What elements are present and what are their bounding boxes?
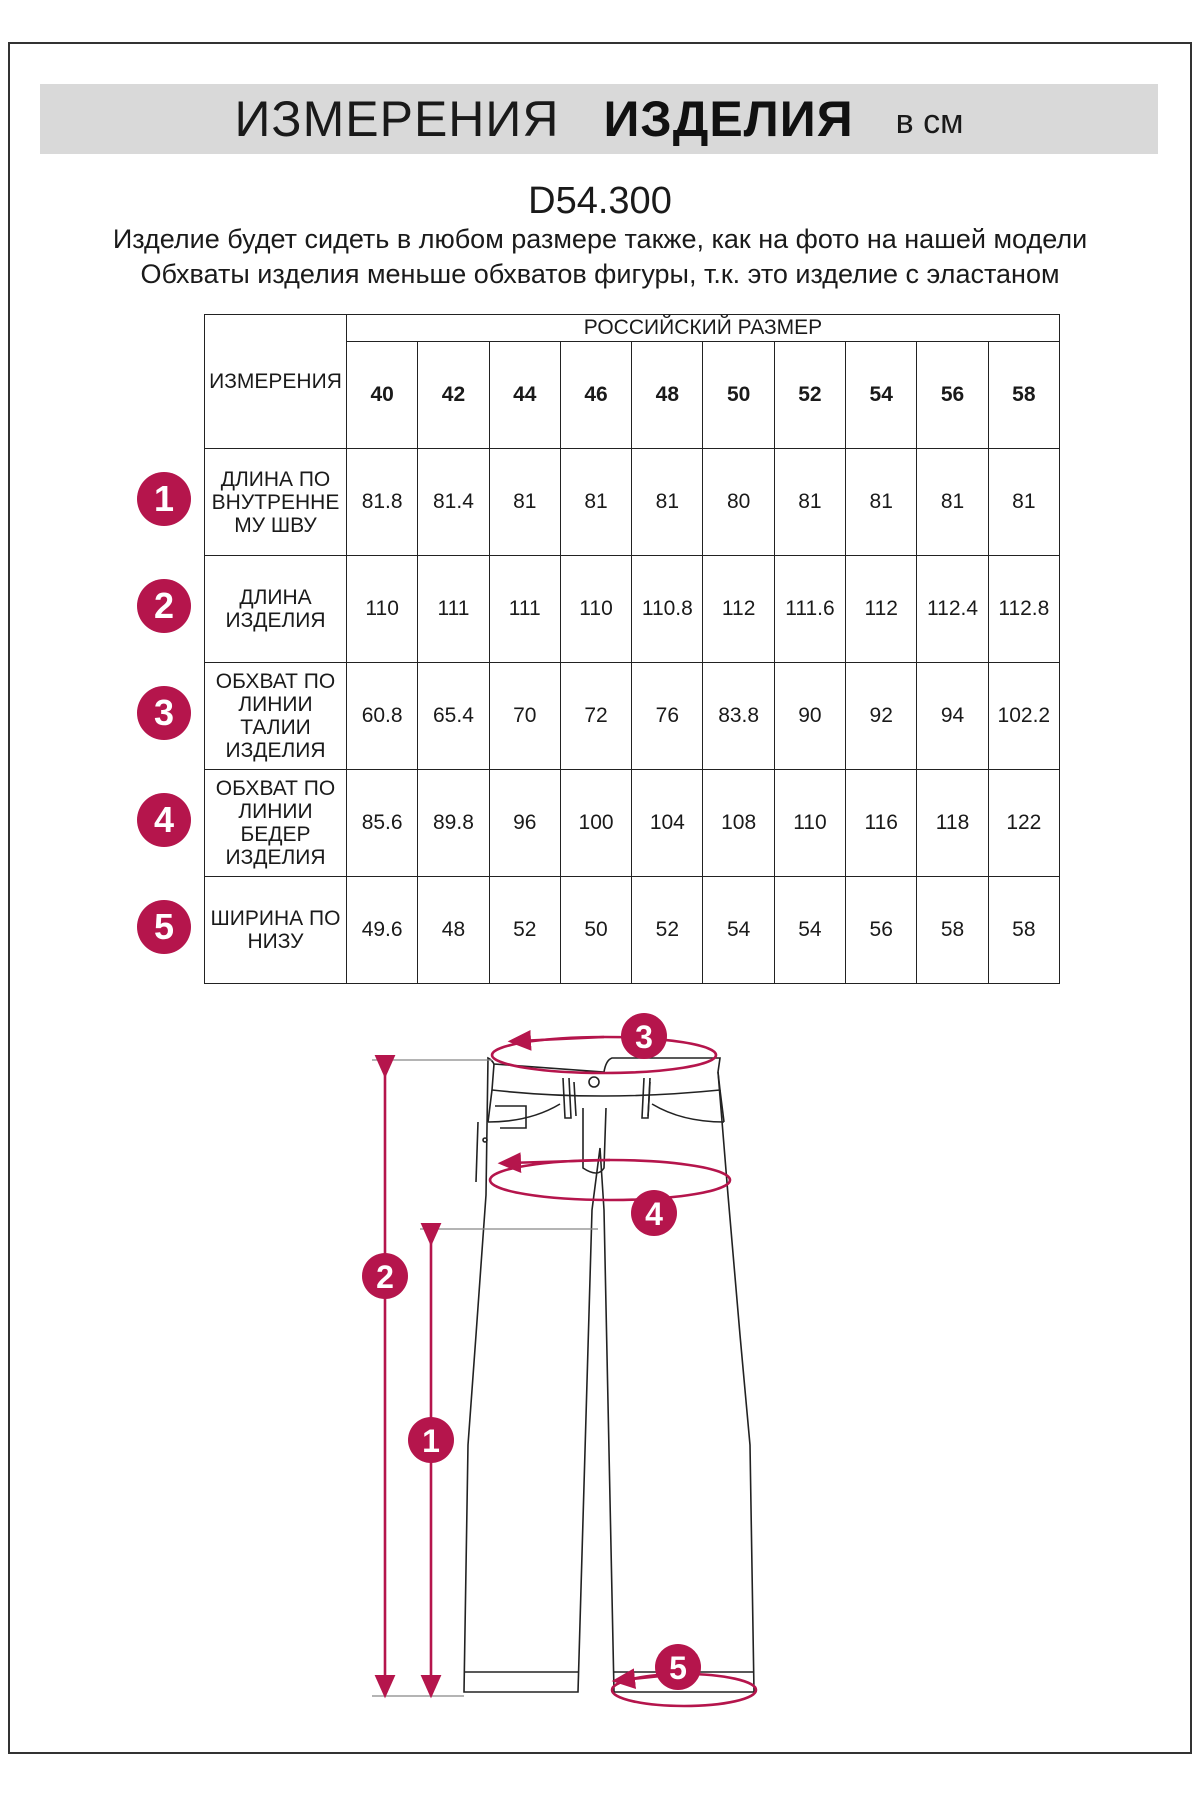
- svg-text:4: 4: [645, 1196, 663, 1232]
- table-cell: 111: [418, 556, 489, 663]
- row-number-badge: 3: [137, 686, 191, 740]
- table-cell: 81: [917, 449, 988, 556]
- table-cell: 52: [489, 877, 560, 984]
- table-cell: 56: [846, 877, 917, 984]
- table-cell: 76: [632, 663, 703, 770]
- table-cell: 81: [560, 449, 631, 556]
- table-cell: 112.8: [988, 556, 1059, 663]
- table-cell: 110: [560, 556, 631, 663]
- table-cell: 60.8: [347, 663, 418, 770]
- table-cell: 81: [988, 449, 1059, 556]
- table-cell: 111.6: [774, 556, 845, 663]
- row-label-waist: ОБХВАТ ПО ЛИНИИ ТАЛИИ ИЗДЕЛИЯ: [205, 663, 347, 770]
- table-cell: 104: [632, 770, 703, 877]
- diagram-marker-5: [655, 1644, 701, 1690]
- size-header: 46: [560, 342, 631, 449]
- elastane-note: Обхваты изделия меньше обхватов фигуры, т.к. это изделие с эластаном: [140, 259, 1060, 289]
- table-cell: 83.8: [703, 663, 774, 770]
- size-group-header: РОССИЙСКИЙ РАЗМЕР: [347, 315, 1060, 342]
- table-cell: 112.4: [917, 556, 988, 663]
- table-cell: 112: [846, 556, 917, 663]
- table-cell: 112: [703, 556, 774, 663]
- svg-text:1: 1: [422, 1423, 440, 1459]
- length-arrows: [385, 1068, 431, 1688]
- table-cell: 48: [418, 877, 489, 984]
- table-cell: 89.8: [418, 770, 489, 877]
- table-cell: 122: [988, 770, 1059, 877]
- table-cell: 81.4: [418, 449, 489, 556]
- table-cell: 110: [347, 556, 418, 663]
- table-cell: 96: [489, 770, 560, 877]
- table-cell: 81: [632, 449, 703, 556]
- table-cell: 102.2: [988, 663, 1059, 770]
- table-cell: 81: [774, 449, 845, 556]
- table-cell: 50: [560, 877, 631, 984]
- title-bold: ИЗДЕЛИЯ: [603, 91, 854, 147]
- diagram-marker-3: [621, 1013, 667, 1059]
- row-number-badge: 4: [137, 793, 191, 847]
- table-cell: 111: [489, 556, 560, 663]
- size-header: 44: [489, 342, 560, 449]
- table-cell: 110.8: [632, 556, 703, 663]
- row-number-badge: 2: [137, 579, 191, 633]
- table-cell: 58: [988, 877, 1059, 984]
- table-cell: 54: [774, 877, 845, 984]
- table-cell: 70: [489, 663, 560, 770]
- svg-text:2: 2: [376, 1259, 394, 1295]
- table-cell: 85.6: [347, 770, 418, 877]
- row-label-hem: ШИРИНА ПО НИЗУ: [205, 877, 347, 984]
- size-header: 56: [917, 342, 988, 449]
- product-code: D54.300: [528, 180, 672, 222]
- size-header: 48: [632, 342, 703, 449]
- table-cell: 116: [846, 770, 917, 877]
- diagram-marker-2: [362, 1253, 408, 1299]
- title-unit: в см: [895, 102, 964, 141]
- table-cell: 81: [846, 449, 917, 556]
- table-cell: 58: [917, 877, 988, 984]
- diagram-marker-1: [408, 1417, 454, 1463]
- table-cell: 100: [560, 770, 631, 877]
- size-header: 54: [846, 342, 917, 449]
- table-cell: 118: [917, 770, 988, 877]
- row-label-inseam: ДЛИНА ПО ВНУТРЕННЕ МУ ШВУ: [205, 449, 347, 556]
- row-number-badge: 1: [137, 472, 191, 526]
- table-cell: 94: [917, 663, 988, 770]
- table-cell: 81: [489, 449, 560, 556]
- diagram-marker-4: [631, 1190, 677, 1236]
- table-cell: 72: [560, 663, 631, 770]
- table-cell: 65.4: [418, 663, 489, 770]
- measurements-header: ИЗМЕРЕНИЯ: [205, 315, 347, 449]
- svg-text:5: 5: [669, 1650, 687, 1686]
- table-cell: 49.6: [347, 877, 418, 984]
- size-header: 52: [774, 342, 845, 449]
- row-label-hip: ОБХВАТ ПО ЛИНИИ БЕДЕР ИЗДЕЛИЯ: [205, 770, 347, 877]
- table-cell: 108: [703, 770, 774, 877]
- row-number-badge: 5: [137, 900, 191, 954]
- size-header: 40: [347, 342, 418, 449]
- guide-lines: [372, 1060, 598, 1696]
- table-cell: 90: [774, 663, 845, 770]
- title-light: ИЗМЕРЕНИЯ: [234, 91, 560, 147]
- row-label-length: ДЛИНА ИЗДЕЛИЯ: [205, 556, 347, 663]
- size-header: 42: [418, 342, 489, 449]
- table-cell: 81.8: [347, 449, 418, 556]
- size-header: 50: [703, 342, 774, 449]
- table-cell: 92: [846, 663, 917, 770]
- svg-text:3: 3: [635, 1019, 653, 1055]
- table-cell: 110: [774, 770, 845, 877]
- size-header: 58: [988, 342, 1059, 449]
- circumference-marks: [490, 1037, 756, 1706]
- jeans-outline: [464, 1058, 754, 1692]
- table-cell: 80: [703, 449, 774, 556]
- table-cell: 52: [632, 877, 703, 984]
- table-cell: 54: [703, 877, 774, 984]
- fit-note: Изделие будет сидеть в любом размере также, как на фото на нашей модели: [112, 224, 1088, 254]
